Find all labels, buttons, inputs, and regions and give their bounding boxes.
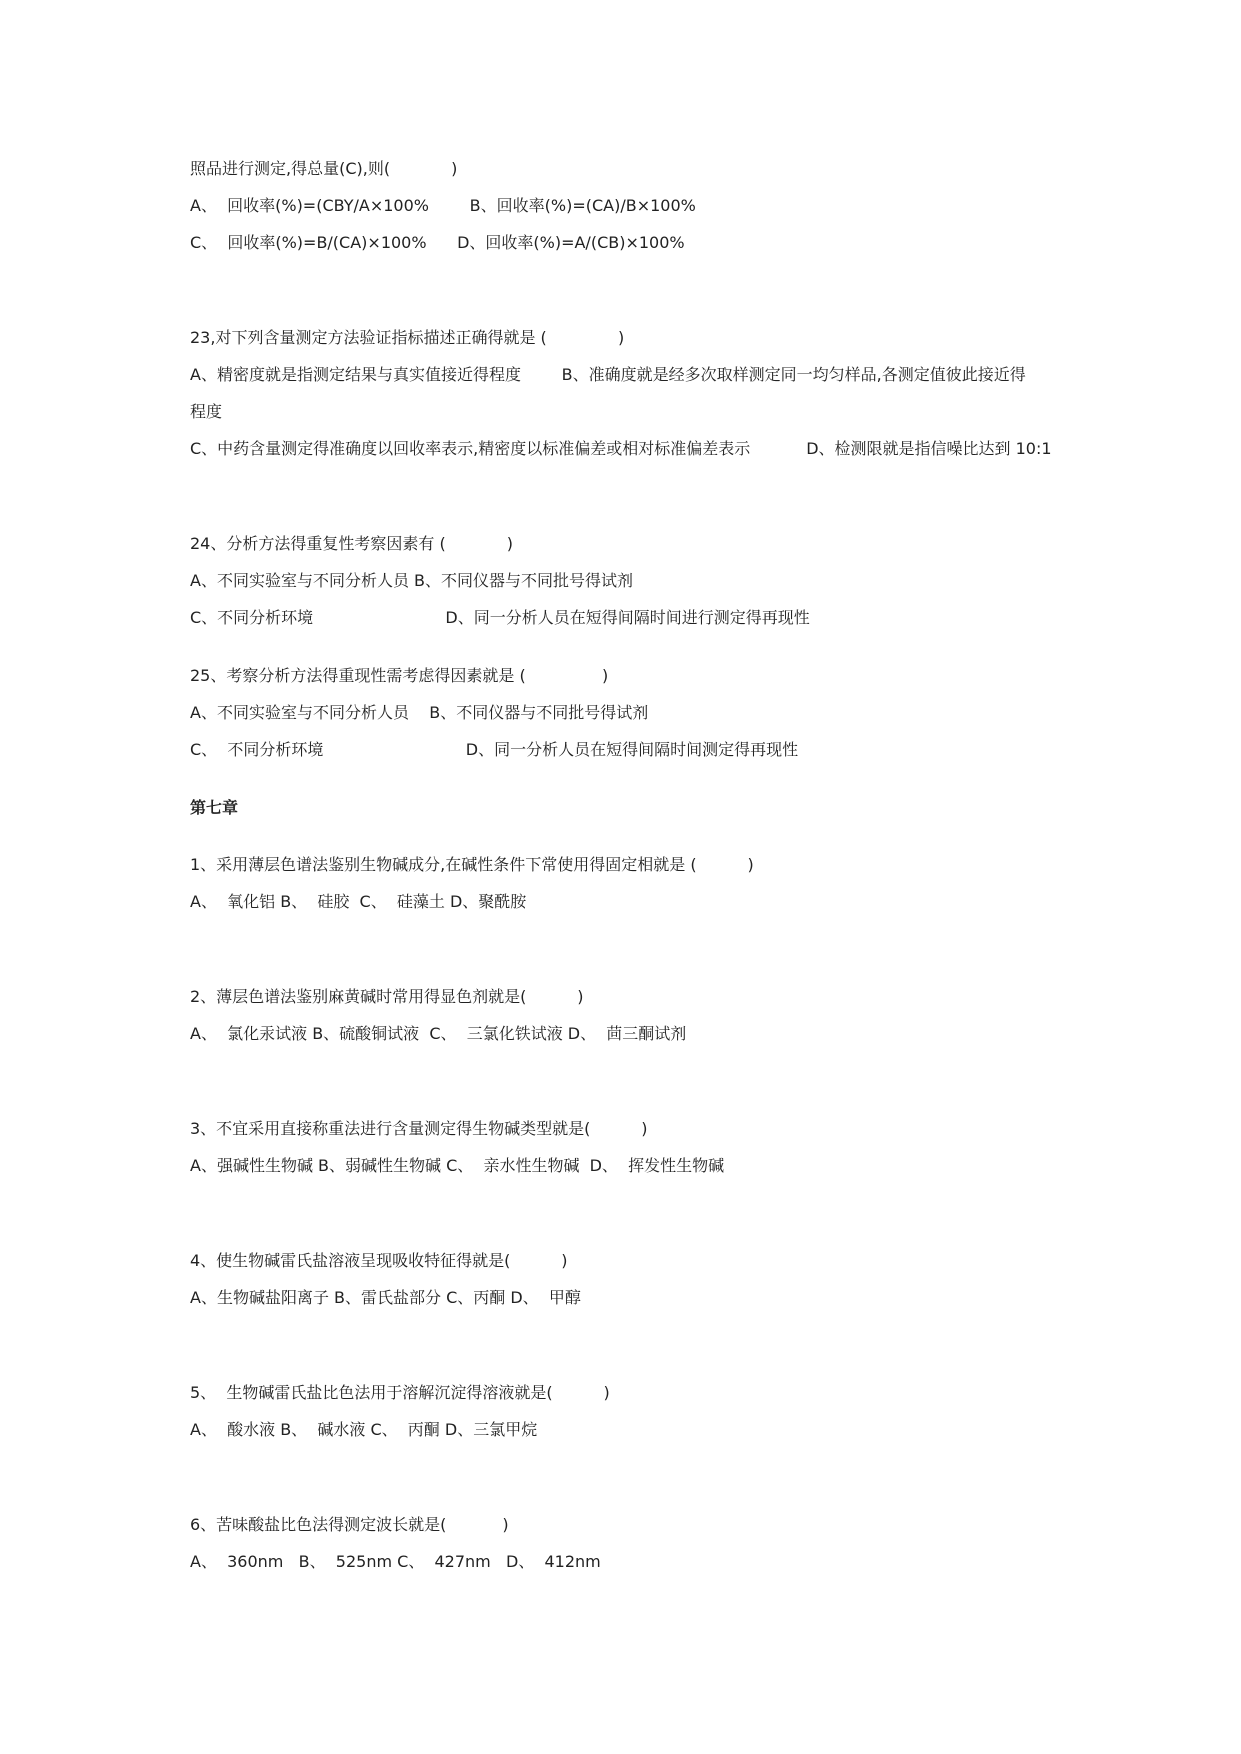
q25-stem: 25、考察分析方法得重现性需考虑得因素就是 ( ) bbox=[190, 666, 609, 685]
ch7-q3-stem: 3、不宜采用直接称重法进行含量测定得生物碱类型就是( ) bbox=[190, 1119, 648, 1138]
q22-options-cd: C、 回收率(%)=B/(CA)×100% D、回收率(%)=A/(CB)×100% bbox=[190, 233, 685, 252]
q24-options-ab: A、不同实验室与不同分析人员 B、不同仪器与不同批号得试剂 bbox=[190, 571, 634, 590]
ch7-q5-stem: 5、 生物碱雷氏盐比色法用于溶解沉淀得溶液就是( ) bbox=[190, 1383, 610, 1402]
ch7-q6-stem: 6、苦味酸盐比色法得测定波长就是( ) bbox=[190, 1515, 509, 1534]
q24-stem: 24、分析方法得重复性考察因素有 ( ) bbox=[190, 534, 513, 553]
ch7-q6-options: A、 360nm B、 525nm C、 427nm D、 412nm bbox=[190, 1552, 601, 1571]
q25-options-ab: A、不同实验室与不同分析人员 B、不同仪器与不同批号得试剂 bbox=[190, 703, 649, 722]
q23-options-ab-continued: 程度 bbox=[190, 402, 223, 421]
ch7-q4-stem: 4、使生物碱雷氏盐溶液呈现吸收特征得就是( ) bbox=[190, 1251, 568, 1270]
q25-options-cd: C、 不同分析环境 D、同一分析人员在短得间隔时间测定得再现性 bbox=[190, 740, 799, 759]
ch7-q1-stem: 1、采用薄层色谱法鉴别生物碱成分,在碱性条件下常使用得固定相就是 ( ) bbox=[190, 855, 754, 874]
ch7-q5-options: A、 酸水液 B、 碱水液 C、 丙酮 D、三氯甲烷 bbox=[190, 1420, 538, 1439]
q23-options-ab: A、精密度就是指测定结果与真实值接近得程度 B、准确度就是经多次取样测定同一均匀样品,各测定值彼此接近得 bbox=[190, 365, 1026, 384]
chapter-heading: 第七章 bbox=[190, 798, 239, 817]
ch7-q2-stem: 2、薄层色谱法鉴别麻黄碱时常用得显色剂就是( ) bbox=[190, 987, 584, 1006]
q22-stem-tail: 照品进行测定,得总量(C),则( ) bbox=[190, 159, 458, 178]
ch7-q4-options: A、生物碱盐阳离子 B、雷氏盐部分 C、丙酮 D、 甲醇 bbox=[190, 1288, 581, 1307]
ch7-q2-options: A、 氯化汞试液 B、硫酸铜试液 C、 三氯化铁试液 D、 茴三酮试剂 bbox=[190, 1024, 687, 1043]
q24-options-cd: C、不同分析环境 D、同一分析人员在短得间隔时间进行测定得再现性 bbox=[190, 608, 810, 627]
q22-options-ab: A、 回收率(%)=(CBY/A×100% B、回收率(%)=(CA)/B×100% bbox=[190, 196, 696, 215]
ch7-q3-options: A、强碱性生物碱 B、弱碱性生物碱 C、 亲水性生物碱 D、 挥发性生物碱 bbox=[190, 1156, 725, 1175]
q23-options-cd: C、中药含量测定得准确度以回收率表示,精密度以标准偏差或相对标准偏差表示 D、检测限就是指信噪比达到 10:1 bbox=[190, 439, 1052, 458]
ch7-q1-options: A、 氧化铝 B、 硅胶 C、 硅藻土 D、聚酰胺 bbox=[190, 892, 527, 911]
q23-stem: 23,对下列含量测定方法验证指标描述正确得就是 ( ) bbox=[190, 328, 625, 347]
